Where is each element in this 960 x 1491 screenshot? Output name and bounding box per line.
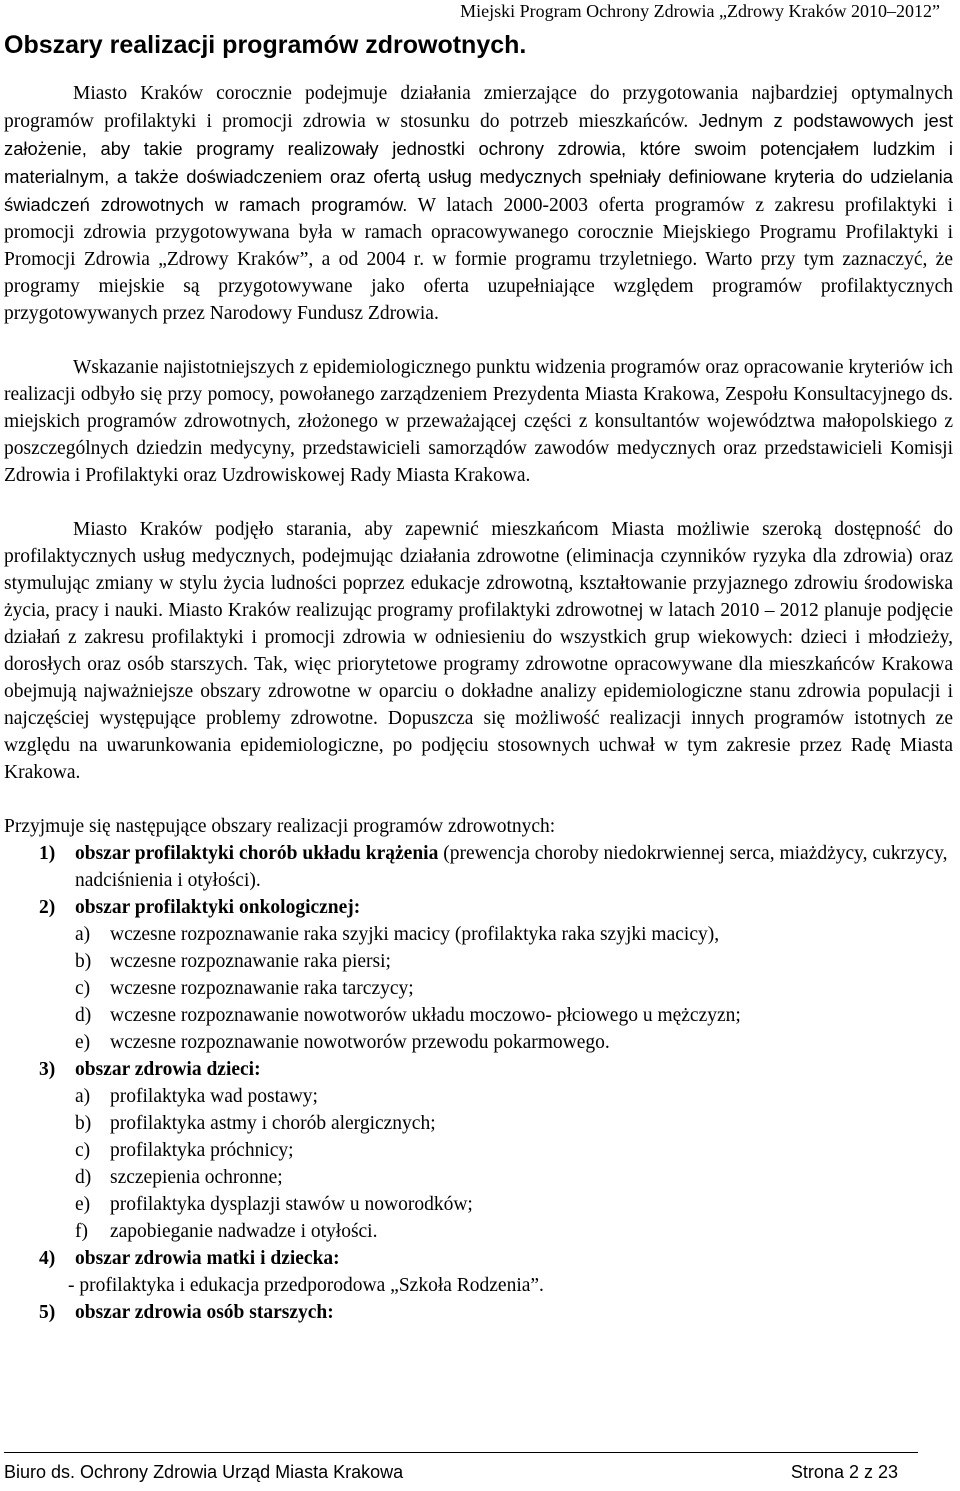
sub-item xyxy=(4,921,953,948)
area-title: obszar profilaktyki chorób układu krążenia xyxy=(75,843,439,864)
sub-letter: f) xyxy=(75,1221,88,1242)
sub-letter: c) xyxy=(75,1140,91,1161)
area-title: obszar zdrowia dzieci: xyxy=(75,1059,261,1080)
sub-letter: e) xyxy=(75,1194,91,1215)
footer-divider xyxy=(4,1452,918,1453)
areas-list xyxy=(4,840,953,1326)
sub-text: profilaktyka dysplazji stawów u noworodków; xyxy=(110,1194,473,1215)
sub-letter: d) xyxy=(75,1167,92,1188)
sub-text: wczesne rozpoznawanie raka szyjki macicy (profilaktyka raka szyjki macicy), xyxy=(110,924,720,945)
paragraph: Miasto Kraków podjęło starania, aby zapewnić mieszkańcom Miasta możliwie szeroką dostępność do profilaktycznych usług medycznych, podejmując działania zdrowotne (eliminacja czynników ryzyka dla zdrowia) oraz stymulując zmiany w stylu życia ludności poprzez edukacje zdrowotną, kształtowanie przyjaznego zdrowiu środowiska życia, pracy i nauki. Miasto Kraków realizując programy profilaktyki zdrowotnej w latach 2010 – 2012 planuje podjęcie działań z zakresu profilaktyki i promocji zdrowia w odniesieniu do wszystkich grup wiekowych: dzieci i młodzieży, dorosłych oraz osób starszych. Tak, więc priorytetowe programy zdrowotne opracowywane dla mieszkańców Krakowa obejmują najważniejsze obszary zdrowotne w oparciu o dokładne analizy epidemiologiczne stanu zdrowia populacji i najczęściej występujące problemy zdrowotne. Dopuszcza się możliwość realizacji innych programów istotnych ze względu na uwarunkowania epidemiologiczne, po podjęciu stosownych uchwał w tym zakresie przez Radę Miasta Krakowa. xyxy=(4,519,953,783)
running-header: Miejski Program Ochrony Zdrowia „Zdrowy Kraków 2010–2012” xyxy=(460,1,940,21)
list-item xyxy=(4,1299,953,1326)
area-title: obszar zdrowia matki i dziecka: xyxy=(75,1248,340,1269)
area-title: obszar profilaktyki onkologicznej: xyxy=(75,897,361,918)
sub-text: wczesne rozpoznawanie nowotworów układu moczowo- płciowego u mężczyzn; xyxy=(110,1005,741,1026)
sub-text: szczepienia ochronne; xyxy=(110,1167,283,1188)
sub-text: wczesne rozpoznawanie raka piersi; xyxy=(110,951,391,972)
sub-text: wczesne rozpoznawanie nowotworów przewodu pokarmowego. xyxy=(110,1032,610,1053)
sub-item xyxy=(4,1137,953,1164)
sub-letter: a) xyxy=(75,1086,91,1107)
page-title: Obszary realizacji programów zdrowotnych. xyxy=(4,31,527,59)
sub-letter: b) xyxy=(75,951,92,972)
list-number: 2) xyxy=(39,897,56,918)
area-description: (prewencja choroby niedokrwiennej serca, miażdżycy, cukrzycy, nadciśnienia i otyłości). xyxy=(75,843,948,891)
area-title: obszar zdrowia osób starszych: xyxy=(75,1302,334,1323)
list-number: 5) xyxy=(39,1302,56,1323)
list-intro: Przyjmuje się następujące obszary realizacji programów zdrowotnych: xyxy=(4,816,556,837)
dash-item: - profilaktyka i edukacja przedporodowa „Szkoła Rodzenia”. xyxy=(68,1275,544,1296)
footer-office: Biuro ds. Ochrony Zdrowia Urząd Miasta Krakowa xyxy=(4,1462,404,1482)
list-item xyxy=(4,1056,953,1083)
list-number: 1) xyxy=(39,843,56,864)
paragraph-text: W latach 2000-2003 oferta programów z zakresu profilaktyki i promocji zdrowia przygotowywana była w ramach opracowywanego corocznie Miejskiego Programu Profilaktyki i Promocji Zdrowia „Zdrowy Kraków”, a od 2004 r. w formie programu trzyletniego. Warto przy tym zaznaczyć, że programy miejskie są przygotowywane jako oferta uzupełniające względem programów profilaktycznych przygotowywanych przez Narodowy Fundusz Zdrowia. xyxy=(4,195,954,324)
list-item xyxy=(4,894,953,921)
sub-letter: a) xyxy=(75,924,91,945)
sub-letter: e) xyxy=(75,1032,91,1053)
paragraph-text: Jednym z podstawowych jest założenie, aby takie programy realizowały jednostki ochrony zdrowia, które swoim potencjałem ludzkim i materialnym, a także doświadczeniem oraz ofertą usług medycznych spełniały definiowane kryteria do udzielania świadczeń zdrowotnych w ramach programów. xyxy=(4,110,954,215)
sub-letter: b) xyxy=(75,1113,92,1134)
paragraph-text: Miasto Kraków corocznie podejmuje działania zmierzające do przygotowania najbardziej optymalnych programów profilaktyki i promocji zdrowia w stosunku do potrzeb mieszkańców. xyxy=(4,83,953,132)
sub-item xyxy=(4,1164,953,1191)
list-item xyxy=(4,840,953,894)
sub-text: zapobieganie nadwadze i otyłości. xyxy=(110,1221,378,1242)
sub-item xyxy=(4,1002,953,1029)
body-text xyxy=(4,80,953,1326)
page-footer xyxy=(0,1446,960,1480)
sub-item xyxy=(4,1110,953,1137)
sub-item xyxy=(4,1083,953,1110)
sub-letter: d) xyxy=(75,1005,92,1026)
list-number: 4) xyxy=(39,1248,56,1269)
sub-item xyxy=(4,1218,953,1245)
sub-item xyxy=(4,1029,953,1056)
sub-text: profilaktyka astmy i chorób alergicznych; xyxy=(110,1113,436,1134)
list-number: 3) xyxy=(39,1059,56,1080)
page-number: Strona 2 z 23 xyxy=(790,1462,898,1482)
sub-item xyxy=(4,948,953,975)
sub-item xyxy=(4,975,953,1002)
paragraph xyxy=(4,80,953,327)
sub-text: wczesne rozpoznawanie raka tarczycy; xyxy=(110,978,414,999)
list-item xyxy=(4,1245,953,1272)
paragraph: Wskazanie najistotniejszych z epidemiologicznego punktu widzenia programów oraz opracowanie kryteriów ich realizacji odbyło się przy pomocy, powołanego zarządzeniem Prezydenta Miasta Krakowa, Zespołu Konsultacyjnego ds. miejskich programów zdrowotnych, złożonego w przeważającej części z konsultantów województwa małopolskiego z poszczególnych dziedzin medycyny, przedstawicieli samorządów zawodów medycznych oraz przedstawicieli Komisji Zdrowia i Profilaktyki oraz Uzdrowiskowej Rady Miasta Krakowa. xyxy=(4,357,953,486)
sub-letter: c) xyxy=(75,978,91,999)
sub-text: profilaktyka próchnicy; xyxy=(110,1140,294,1161)
sub-item xyxy=(4,1191,953,1218)
sub-text: profilaktyka wad postawy; xyxy=(110,1086,318,1107)
